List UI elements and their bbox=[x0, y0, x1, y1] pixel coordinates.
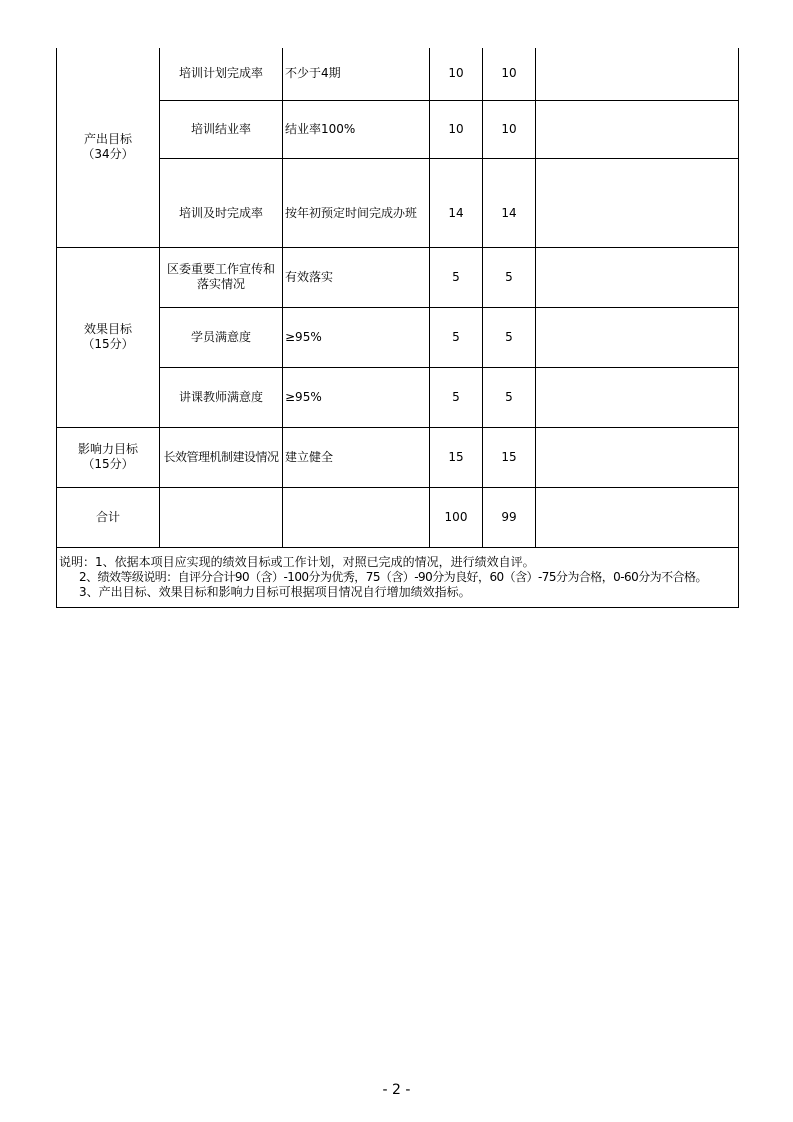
value-cell: ≥95% bbox=[283, 367, 430, 427]
table-row bbox=[57, 307, 739, 367]
self-score-cell: 14 bbox=[483, 158, 536, 247]
category-cell bbox=[57, 247, 160, 427]
table-row bbox=[57, 427, 739, 487]
weight-cell: 14 bbox=[430, 158, 483, 247]
weight-cell: 5 bbox=[430, 247, 483, 307]
total-weight: 100 bbox=[430, 487, 483, 547]
indicator-cell: 学员满意度 bbox=[160, 307, 283, 367]
empty-cell bbox=[160, 487, 283, 547]
notes-row bbox=[57, 547, 739, 607]
table-row bbox=[57, 100, 739, 158]
performance-table bbox=[56, 48, 739, 608]
self-score-cell: 5 bbox=[483, 367, 536, 427]
indicator-cell: 讲课教师满意度 bbox=[160, 367, 283, 427]
note-line: 2、绩效等级说明：自评分合计90（含）-100分为优秀，75（含）-90分为良好，60（含）-75分为合格，0-60分为不合格。 bbox=[79, 569, 707, 584]
total-row bbox=[57, 487, 739, 547]
total-label: 合计 bbox=[57, 487, 160, 547]
table-row bbox=[57, 48, 739, 100]
empty-cell bbox=[536, 487, 739, 547]
self-score-cell: 10 bbox=[483, 48, 536, 100]
self-score-cell: 15 bbox=[483, 427, 536, 487]
value-cell: 不少于4期 bbox=[283, 48, 430, 100]
weight-cell: 15 bbox=[430, 427, 483, 487]
table-row bbox=[57, 247, 739, 307]
table-row bbox=[57, 367, 739, 427]
empty-cell bbox=[283, 487, 430, 547]
self-score-cell: 10 bbox=[483, 100, 536, 158]
value-cell: ≥95% bbox=[283, 307, 430, 367]
value-cell: 按年初预定时间完成办班 bbox=[283, 158, 430, 247]
remark-cell bbox=[536, 48, 739, 100]
category-cell bbox=[57, 427, 160, 487]
indicator-cell: 培训计划完成率 bbox=[160, 48, 283, 100]
category-label: 影响力目标 bbox=[77, 442, 138, 456]
category-label: 产出目标 bbox=[83, 132, 132, 147]
category-label: 效果目标 bbox=[83, 322, 132, 336]
remark-cell bbox=[536, 427, 739, 487]
indicator-cell: 长效管理机制建设情况 bbox=[160, 427, 283, 487]
remark-cell bbox=[536, 247, 739, 307]
self-score-cell: 5 bbox=[483, 307, 536, 367]
weight-cell: 10 bbox=[430, 48, 483, 100]
total-self-score: 99 bbox=[483, 487, 536, 547]
value-cell: 有效落实 bbox=[283, 247, 430, 307]
category-score: （15分） bbox=[82, 337, 134, 351]
value-cell: 结业率100% bbox=[283, 100, 430, 158]
weight-cell: 5 bbox=[430, 367, 483, 427]
note-line: 说明：1、依据本项目应实现的绩效目标或工作计划，对照已完成的情况，进行绩效自评。 bbox=[59, 554, 535, 569]
remark-cell bbox=[536, 367, 739, 427]
table-row bbox=[57, 158, 739, 247]
value-cell: 建立健全 bbox=[283, 427, 430, 487]
indicator-cell: 培训结业率 bbox=[160, 100, 283, 158]
category-score: （15分） bbox=[82, 457, 134, 471]
remark-cell bbox=[536, 158, 739, 247]
remark-cell bbox=[536, 100, 739, 158]
weight-cell: 10 bbox=[430, 100, 483, 158]
indicator-cell: 区委重要工作宣传和落实情况 bbox=[160, 247, 283, 307]
category-cell bbox=[57, 48, 160, 247]
page-number: - 2 - bbox=[382, 1082, 411, 1098]
category-score: （34分） bbox=[82, 147, 134, 162]
note-line: 3、产出目标、效果目标和影响力目标可根据项目情况自行增加绩效指标。 bbox=[79, 584, 471, 599]
indicator-cell: 培训及时完成率 bbox=[160, 158, 283, 247]
notes-cell bbox=[57, 547, 739, 607]
self-score-cell: 5 bbox=[483, 247, 536, 307]
remark-cell bbox=[536, 307, 739, 367]
weight-cell: 5 bbox=[430, 307, 483, 367]
